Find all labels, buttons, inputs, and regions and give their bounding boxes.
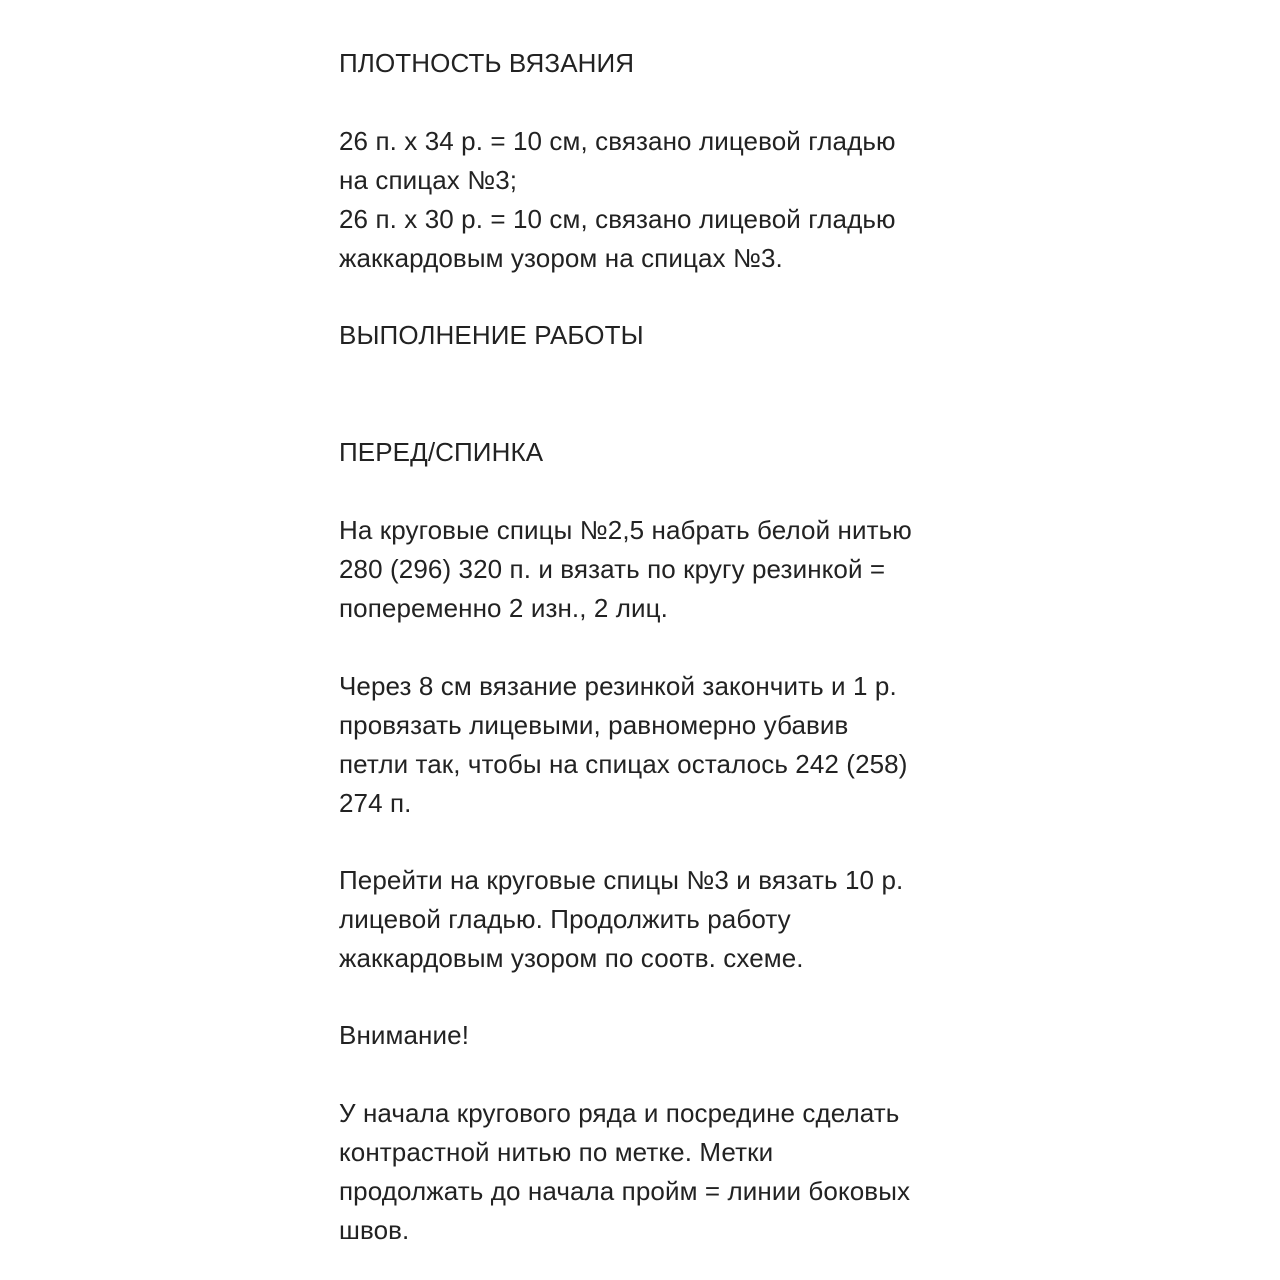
para3-line-3: жаккардовым узором по соотв. схеме. [339, 943, 804, 973]
para1-line-2: 280 (296) 320 п. и вязать по кругу резинкой = [339, 554, 886, 584]
para1-line-1: На круговые спицы №2,5 набрать белой нитью [339, 515, 912, 545]
para4-line-4: швов. [339, 1215, 410, 1245]
para4-line-1: У начала кругового ряда и посредине сделать [339, 1098, 900, 1128]
density-line-1: 26 п. х 34 р. = 10 см, связано лицевой гладью [339, 126, 896, 156]
density-line-2: на спицах №3; [339, 165, 518, 195]
heading-front-back: ПЕРЕД/СПИНКА [339, 437, 544, 467]
heading-density: ПЛОТНОСТЬ ВЯЗАНИЯ [339, 48, 635, 78]
para2-line-1: Через 8 см вязание резинкой закончить и 1 р. [339, 671, 897, 701]
para3-line-1: Перейти на круговые спицы №3 и вязать 10 р. [339, 865, 904, 895]
density-line-4: жаккардовым узором на спицах №3. [339, 243, 783, 273]
para3-line-2: лицевой гладью. Продолжить работу [339, 904, 791, 934]
para4-line-2: контрастной нитью по метке. Метки [339, 1137, 774, 1167]
para2-line-3: петли так, чтобы на спицах осталось 242 (258) [339, 749, 908, 779]
para1-line-3: попеременно 2 изн., 2 лиц. [339, 593, 668, 623]
density-line-3: 26 п. х 30 р. = 10 см, связано лицевой гладью [339, 204, 896, 234]
heading-work: ВЫПОЛНЕНИЕ РАБОТЫ [339, 320, 644, 350]
attention-text: Внимание! [339, 1020, 470, 1050]
para2-line-2: провязать лицевыми, равномерно убавив [339, 710, 849, 740]
para2-line-4: 274 п. [339, 788, 412, 818]
para4-line-3: продолжать до начала пройм = линии боковых [339, 1176, 911, 1206]
